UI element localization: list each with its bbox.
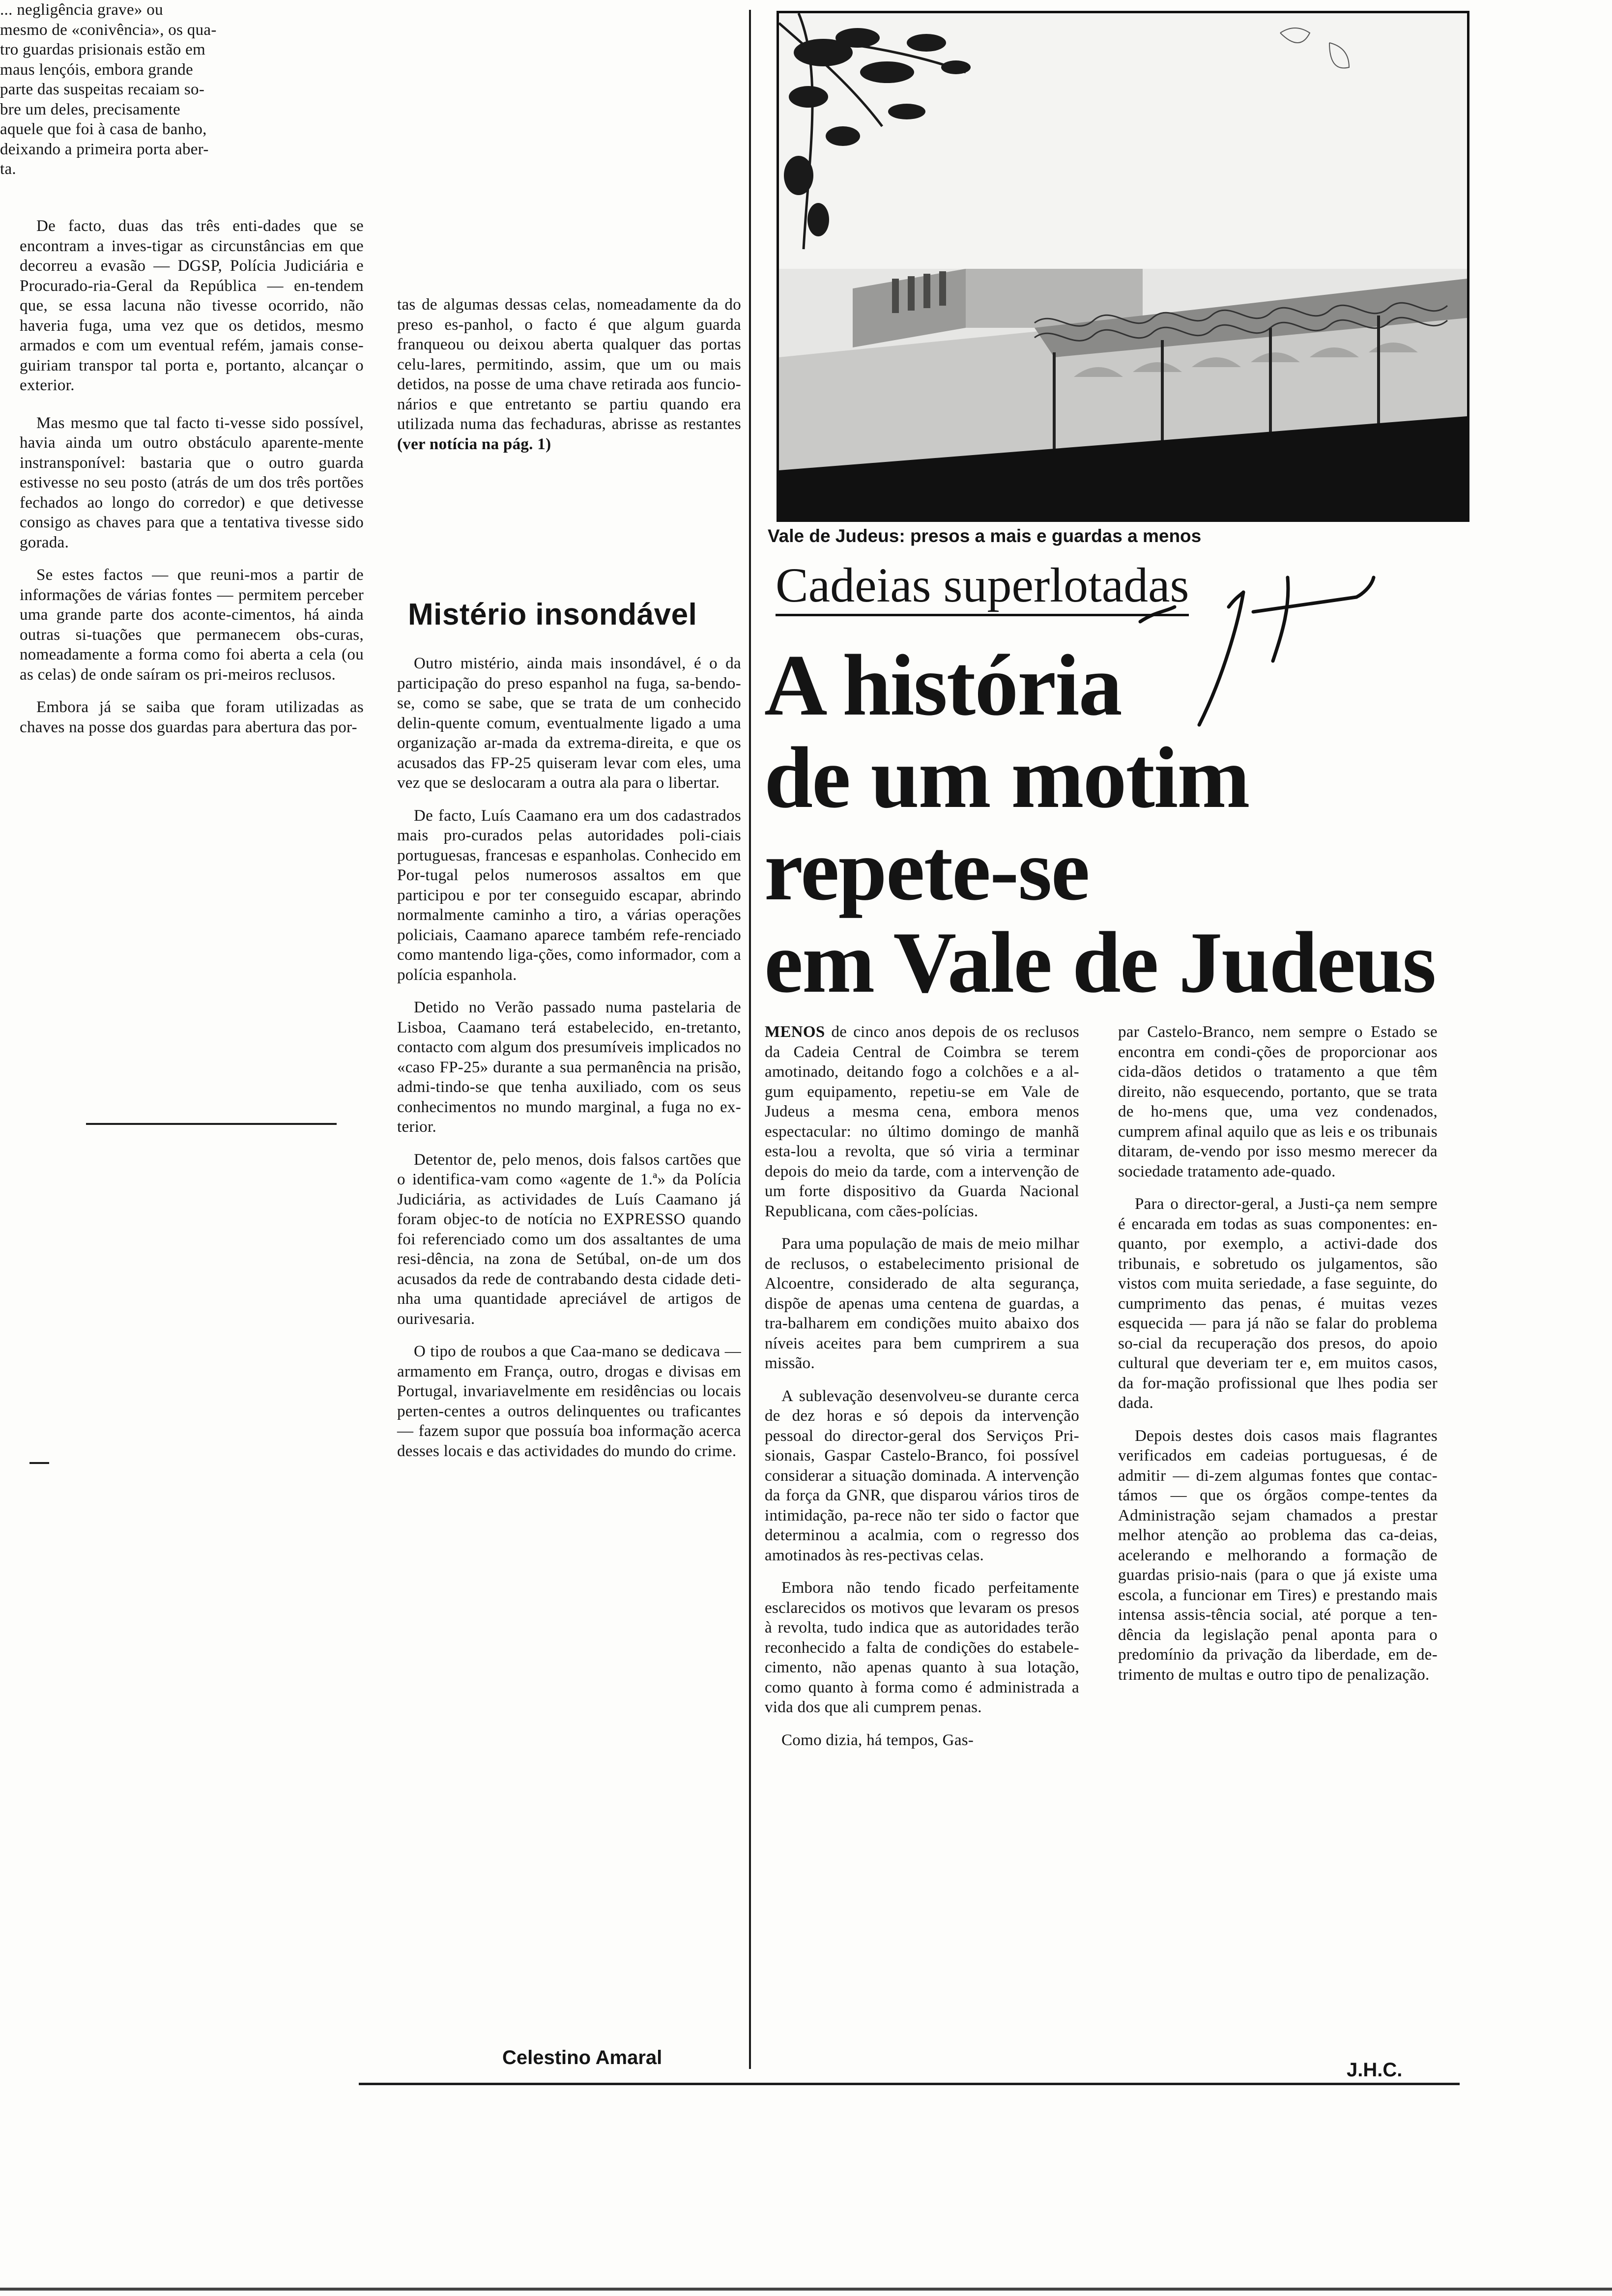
kicker: Cadeias superlotadas	[776, 558, 1189, 616]
paragraph: Para uma população de mais de meio milhar de reclusos, o estabelecimento prisional de Alcoentre, considerado de alta segurança, dispõe de apenas uma centena de guardas, a tra-balharem em condições muito abaixo dos níveis aceites para bem cumprirem a sua missão.	[765, 1235, 1079, 1372]
page-reference: (ver notícia na pág. 1)	[397, 435, 551, 453]
paragraph: Depois destes dois casos mais flagrantes verificados em cadeias portuguesas, é de admitir — di-zem algumas fontes que contac-támos — que os órgãos compe-tentes da Administração sejam chamados a prestar melhor atenção ao problema das ca-deias, acelerando e melhorando a formação de guardas prisio-nais (para o que já existe uma escola, a funcionar em Tires) e prestando mais intensa assis-tência social, até porque a ten-dência da legislação penal aponta para o predomínio da privação da liberdade, em de-trimento de multas e outro tipo de penalização.	[1118, 1427, 1438, 1684]
paragraph: Mas mesmo que tal facto ti-vesse sido possível, havia ainda um outro obstáculo aparente-mente instransponível: bastaria que o outro guarda estivesse no seu posto (atrás de um dos três portões fechados ao longo do corredor) e que detivesse consigo as chaves para que a tentativa tivesse sido gorada.	[20, 414, 364, 551]
prison-photo	[777, 11, 1469, 522]
paragraph	[397, 295, 741, 454]
paragraph: De facto, duas das três enti-dades que se encontram a inves-tigar as circunstâncias em que decorreu a evasão — DGSP, Polícia Judiciária e Procurado-ria-Geral da República — en-tendem que, se essa lacuna não tivesse ocorrido, não haveria fuga, uma vez que os detidos, mesmo armados e com um eventual refém, jamais conse-guiriam transpor tal porta e, portanto, alcançar o exterior.	[20, 217, 364, 394]
paragraph: Embora não tendo ficado perfeitamente esclarecidos os motivos que levaram os presos à revolta, tudo indica que as autoridades terão reconhecido a falta de condições do estabele-cimento, não apenas quanto à sua lotação, como quanto à forma como é administrada a vida dos que ali cumprem penas.	[765, 1579, 1079, 1716]
headline-line: A história	[764, 636, 1122, 734]
col1-opening-lines	[0, 0, 361, 179]
headline-line: em Vale de Judeus	[764, 914, 1436, 1011]
column-2-divider	[749, 10, 751, 2069]
text-line: bre um deles, precisamente	[0, 100, 180, 118]
column-4	[1118, 1022, 1438, 1697]
text-line: mesmo de «conivência», os qua-	[0, 21, 217, 39]
text-line: ... negligência grave» ou	[0, 1, 163, 19]
headline-line: repete-se	[764, 821, 1089, 918]
prison-illustration	[779, 13, 1467, 519]
paragraph: Outro mistério, ainda mais insondável, é o da participação do preso espanhol na fuga, sa-bendo-se, como se sabe, que se trata de um conhecido delin-quente comum, eventualmente ligado a uma organização ar-mada da extrema-direita, e que os acusados das FP-25 quiseram levar com eles, uma vez que se deslocaram a outra ala para o libertar.	[397, 655, 741, 792]
paragraph: O tipo de roubos a que Caa-mano se dedicava — armamento em França, outro, drogas e divisas em Portugal, invariavelmente em residências ou locais perten-centes a outros delinquentes ou traficantes — fazem supor que possuía boa informação acerca desses locais e das actividades do mundo do crime.	[397, 1343, 741, 1460]
text-line: parte das suspeitas recaiam so-	[0, 81, 205, 98]
paragraph: Detido no Verão passado numa pastelaria de Lisboa, Caamano terá estabelecido, en-tretanto, contacto com algum dos presumíveis implicados no «caso FP-25» durante a sua permanência na prisão, admi-tindo-se que tenha auxiliado, com os seus conhecimentos no mundo marginal, a fuga no ex-terior.	[397, 999, 741, 1136]
lead-word: MENOS	[765, 1023, 825, 1041]
column-2-body	[397, 654, 741, 1474]
column-2	[397, 295, 741, 454]
byline-celestino: Celestino Amaral	[502, 2047, 662, 2068]
paragraph: De facto, Luís Caamano era um dos cadastrados mais pro-curados pelas autoridades poli-ciais portuguesas, francesas e espanholas. Conhecido em Por-tugal pelos numerosos assaltos em que participou e por ter conseguido escapar, abrindo normalmente caminho a tiro, a várias operações policiais, Caamano aparece também refe-renciado como mantendo liga-ções, como informador, com a polícia espanhola.	[397, 806, 741, 984]
column-3	[765, 1022, 1079, 1763]
headline-line: de um motim	[764, 729, 1249, 826]
text-line: deixando a primeira porta aber-	[0, 140, 209, 158]
column-1-end-rule	[86, 1123, 337, 1125]
byline-jhc: J.H.C.	[1347, 2059, 1403, 2081]
headline	[764, 636, 1492, 1011]
paragraph: Embora já se saiba que foram utilizadas as chaves na posse dos guardas para abertura das por-	[20, 698, 364, 736]
paragraph: Detentor de, pelo menos, dois falsos cartões que o identifica-vam como «agente de 1.ª» da Polícia Judiciária, as actividades de Luís Caamano já foram objec-to de notícia no EXPRESSO quando foi referenciado como um dos assaltantes de uma resi-dência, na zona de Setúbal, on-de um dos acusados da rede de contrabando desta cidade deti-nha uma quantidade apreciável de artigos de ourivesaria.	[397, 1150, 741, 1328]
margin-dash	[29, 1462, 49, 1464]
subhead-misterio: Mistério insondável	[408, 598, 697, 631]
lead-paragraph	[765, 1022, 1079, 1221]
text-line: maus lençóis, embora grande	[0, 60, 193, 79]
bottom-rule	[359, 2083, 1460, 2085]
paragraph: Como dizia, há tempos, Gas-	[781, 1731, 974, 1749]
text-line: aquele que foi à casa de banho,	[0, 120, 207, 138]
scan-edge-bottom	[0, 2288, 1612, 2291]
text-line: tro guardas prisionais estão em	[0, 41, 206, 58]
paragraph-text: tas de algumas dessas celas, nomeadamente da do preso es-panhol, o facto é que algum guarda franqueou ou deixou aberta qualquer das portas celu-lares, permitindo, assim, que um ou mais detidos, na posse de uma chave retirada aos funcio-nários e que entretanto se partiu quando era utilizada numa das fechaduras, abrisse as restantes	[397, 296, 741, 433]
paragraph: Se estes factos — que reuni-mos a partir de informações de várias fontes — permitem perceber uma grande parte dos aconte-cimentos, há ainda outras si-tuações que permanecem obs-curas, nomeadamente a forma como foi aberta a cela (ou as celas) de onde saíram os pri-meiros reclusos.	[20, 566, 364, 684]
column-1	[0, 0, 361, 179]
paragraph: Para o director-geral, a Justi-ça nem sempre é encarada em todas as suas componentes: en-quanto, por exemplo, a activi-dade dos tribunais, e sobretudo os julgamentos, são vistos com muita seriedade, a fase seguinte, do cumprimento das penas, é muitas vezes esquecida — para já não se falar do problema so-cial da recuperação dos presos, do apoio cultural que deveriam ter e, em muitos casos, da for-mação profissional que lhes podia ser dada.	[1118, 1195, 1438, 1412]
paragraph: A sublevação desenvolveu-se durante cerca de dez horas e só depois da intervenção pessoal do director-geral dos Serviços Pri-sionais, Gaspar Castelo-Branco, foi possível considerar a situação dominada. A intervenção da força da GNR, que disparou vários tiros de intimidação, pa-rece não ter sido o factor que determinou a acalmia, com o regresso dos amotinados às res-pectivas celas.	[765, 1387, 1079, 1564]
photo-caption: Vale de Judeus: presos a mais e guardas a menos	[768, 526, 1202, 546]
text-line: ta.	[0, 160, 16, 178]
paragraph-text: de cinco anos depois de os reclusos da Cadeia Central de Coimbra se terem amotinado, deitando fogo a colchões e a al-gum equipamento, repetiu-se em Vale de Judeus a mesma cena, embora menos espectacular: no último domingo de manhã esta-lou a revolta, que só viria a terminar depois do meio da tarde, com a intervenção de um forte dispositivo da Guarda Nacional Republicana, com cães-polícias.	[765, 1023, 1079, 1220]
paragraph: par Castelo-Branco, nem sempre o Estado se encontra em condi-ções de proporcionar aos cida-dãos detidos o tratamento a que têm direito, não esquecendo, portanto, que se trata de ho-mens que, uma vez condenados, cumprem afinal aquilo que as leis e os tribunais ditaram, de-vendo por isso mesmo merecer da sociedade tratamento ade-quado.	[1118, 1023, 1438, 1180]
column-1-body	[20, 216, 364, 750]
